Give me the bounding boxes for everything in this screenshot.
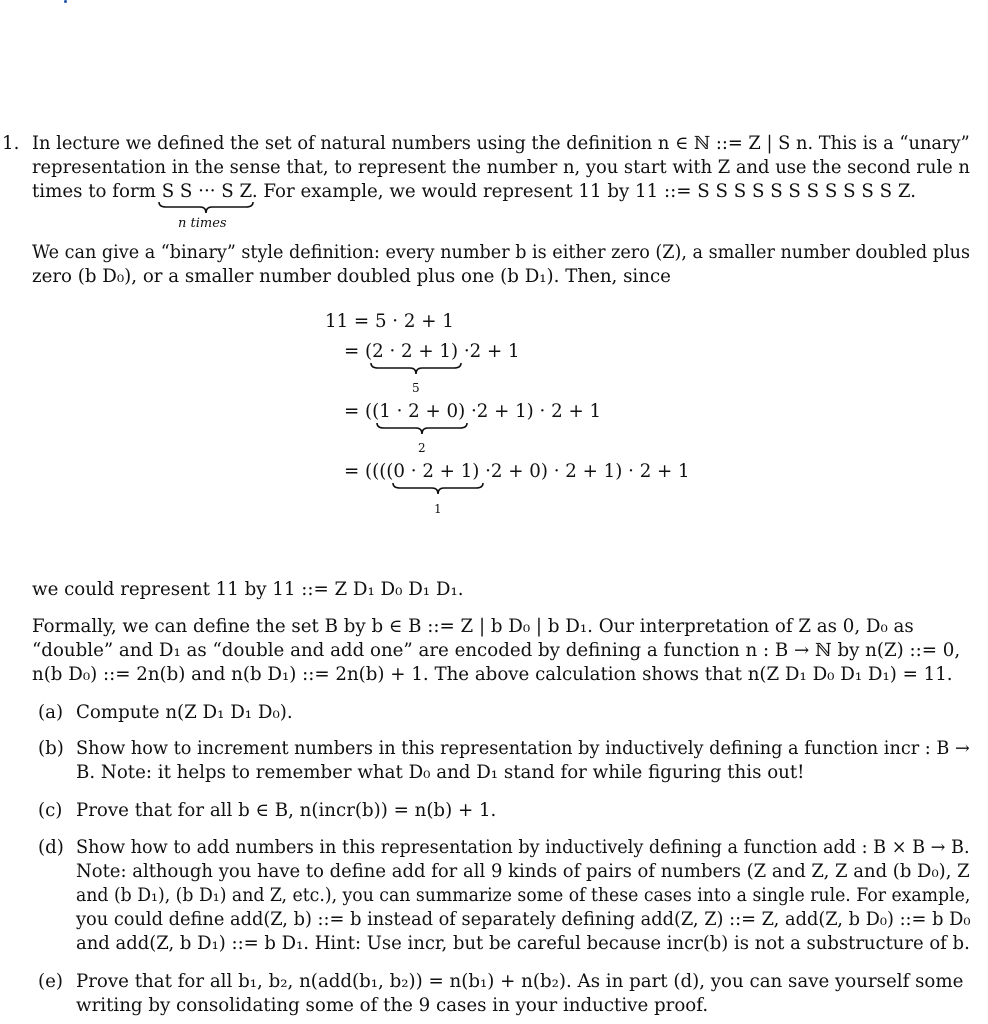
derivation-line-2: = (2 · 2 + 1) ·2 + 1 (344, 341, 520, 362)
formal-line-1: Formally, we can define the set B by b ∈ B ::= Z | b D₀ | b D₁. Our interpretation of Z as 0, D₀ as (32, 616, 914, 637)
part-d-line-3: and (b D₁), (b D₁) and Z, etc.), you can summarize some of these cases into a single rule. For example, (76, 885, 971, 906)
part-a-line-1: Compute n(Z D₁ D₁ D₀). (76, 702, 293, 723)
part-e-line-1: Prove that for all b₁, b₂, n(add(b₁, b₂)) = n(b₁) + n(b₂). As in part (d), you can save yourself some (76, 971, 964, 992)
part-c-label: (c) (38, 800, 63, 821)
formal-line-3: n(b D₀) ::= 2n(b) and n(b D₁) ::= 2n(b) + 1. The above calculation shows that n(Z D₁ D₀ D₁ D₁) = 11. (32, 664, 953, 685)
intro-line-1: In lecture we defined the set of natural numbers using the definition n ∈ ℕ ::= Z | S n. This is a “unary” (32, 133, 970, 154)
part-e-label: (e) (38, 971, 63, 992)
problem-number: 1. (2, 133, 20, 154)
part-e-line-2: writing by consolidating some of the 9 cases in your inductive proof. (76, 995, 709, 1016)
part-d-label: (d) (38, 837, 64, 858)
intro-line-3: times to form S S ··· S Z. For example, we would represent 11 by 11 ::= S S S S S S S S S S S Z. (32, 181, 916, 202)
derivation-underbrace-1 (370, 362, 462, 376)
derivation-brace-label-1: 5 (412, 381, 420, 395)
binary-line-2: zero (b D₀), or a smaller number doubled plus one (b D₁). Then, since (32, 266, 671, 287)
stray-mark (64, 0, 67, 3)
derivation-underbrace-3 (392, 482, 484, 496)
part-c-line-1: Prove that for all b ∈ B, n(incr(b)) = n(b) + 1. (76, 800, 497, 821)
part-d-line-2: Note: although you have to define add for all 9 kinds of pairs of numbers (Z and Z, Z and (b D₀), Z (76, 861, 970, 882)
part-d-line-4: you could define add(Z, b) ::= b instead of separately defining add(Z, Z) ::= Z, add(Z, b D₀) ::= b D₀ (76, 909, 971, 930)
part-b-line-2: B. Note: it helps to remember what D₀ and D₁ stand for while figuring this out! (76, 762, 805, 783)
derivation-line-1: 11 = 5 · 2 + 1 (325, 311, 454, 332)
n-times-label: n times (178, 216, 227, 231)
intro-line-2: representation in the sense that, to represent the number n, you start with Z and use the second rule n (32, 157, 970, 178)
derivation-underbrace-2 (376, 422, 468, 436)
derivation-line-3: = ((1 · 2 + 0) ·2 + 1) · 2 + 1 (344, 401, 602, 422)
part-d-line-5: and add(Z, b D₁) ::= b D₁. Hint: Use incr, but be careful because incr(b) is not a substructure of b. (76, 933, 970, 954)
derivation-brace-label-3: 1 (434, 502, 442, 516)
binary-line-1: We can give a “binary” style definition: every number b is either zero (Z), a smaller number doubled plus (32, 242, 970, 263)
part-b-line-1: Show how to increment numbers in this representation by inductively defining a function incr : B → (76, 738, 970, 759)
derivation-line-4: = ((((0 · 2 + 1) ·2 + 0) · 2 + 1) · 2 + 1 (344, 461, 690, 482)
derivation-brace-label-2: 2 (418, 441, 426, 455)
formal-line-2: “double” and D₁ as “double and add one” are encoded by defining a function n : B → ℕ by n(Z) ::= 0, (32, 640, 961, 661)
represent-line: we could represent 11 by 11 ::= Z D₁ D₀ D₁ D₁. (32, 579, 464, 600)
part-d-line-1: Show how to add numbers in this representation by inductively defining a function add : B × B → B. (76, 837, 970, 858)
part-a-label: (a) (38, 702, 64, 723)
part-b-label: (b) (38, 738, 64, 759)
